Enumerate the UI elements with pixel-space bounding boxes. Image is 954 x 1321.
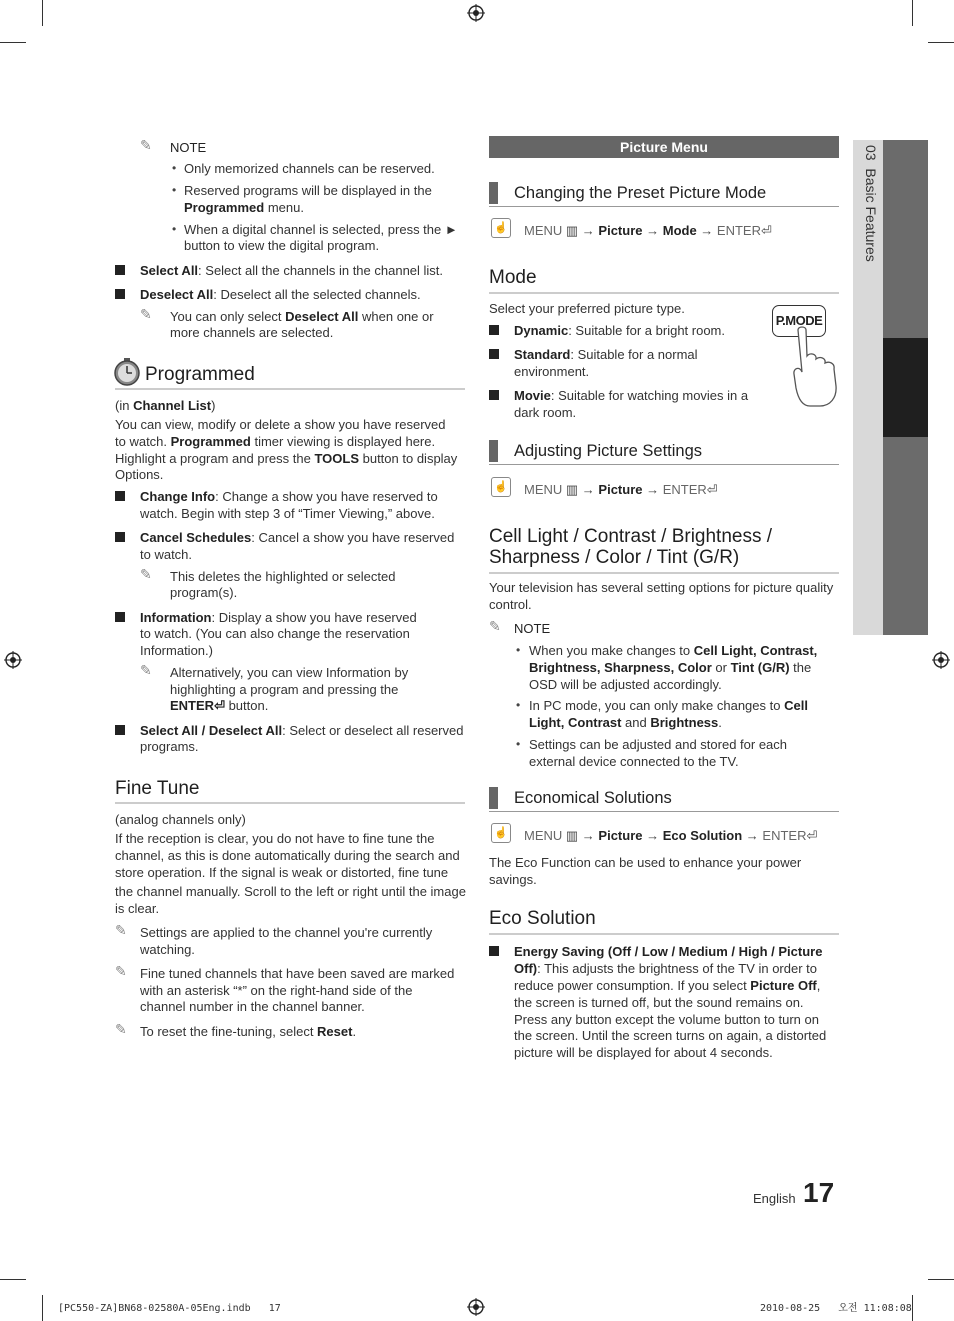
note-text: Fine tuned channels that have been saved are marked [140, 966, 455, 981]
bullet-dot: • [516, 698, 521, 712]
note-text: external device connected to the TV. [529, 754, 739, 769]
section-title-programmed: Programmed [145, 364, 255, 385]
square-bullet [115, 725, 125, 735]
programmed-location: (in Channel List) [115, 398, 216, 413]
subsection-underline [489, 464, 839, 465]
section-title-eco-solution: Eco Solution [489, 908, 596, 929]
note-label: NOTE [170, 140, 207, 155]
note-text: more channels are selected. [170, 325, 334, 340]
menu-path: MENU ▥ → Picture → ENTER⏎ [524, 482, 718, 497]
body-text: environment. [514, 364, 590, 379]
note-text: channel number in the channel banner. [140, 999, 365, 1014]
note-pencil-icon: ✎ [140, 137, 152, 153]
crop-mark [928, 42, 954, 43]
body-text: (analog channels only) [115, 812, 246, 827]
enter-icon: ⏎ [214, 698, 225, 713]
menu-icon: ▥ [562, 828, 579, 843]
body-text: picture will be displayed for about 4 seconds. [514, 1045, 773, 1060]
menu-icon: ▥ [562, 223, 579, 238]
mode-movie: Movie: Suitable for watching movies in a [514, 388, 749, 403]
crop-mark [42, 0, 43, 26]
note-text: You can only select Deselect All when one or [170, 309, 434, 324]
body-text: Off): This adjusts the brightness of the TV in order to [514, 961, 818, 976]
hand-press-icon [790, 326, 842, 408]
square-bullet [115, 612, 125, 622]
registration-mark-icon [4, 651, 22, 669]
note-text: with an asterisk “*” on the right-hand side of the [140, 983, 413, 998]
mode-dynamic: Dynamic: Suitable for a bright room. [514, 323, 726, 338]
note-text: Programmed menu. [184, 200, 304, 215]
subsection-underline [489, 206, 839, 207]
subsection-title-economical: Economical Solutions [489, 787, 672, 809]
note-text: ENTER⏎ button. [170, 698, 269, 713]
body-text: control. [489, 597, 532, 612]
pmode-button-icon: P.MODE [772, 305, 826, 337]
bullet-dot: • [172, 222, 177, 236]
note-text: This deletes the highlighted or selected [170, 569, 396, 584]
select-deselect-all-item: Select All / Deselect All: Select or deselect all reserved [140, 723, 464, 738]
cancel-schedules-item: Cancel Schedules: Cancel a show you have reserved [140, 530, 455, 545]
note-pencil-icon: ✎ [115, 1021, 127, 1037]
bullet-dot: • [516, 737, 521, 751]
remote-hand-icon: ☝ [491, 477, 511, 497]
square-bullet [489, 946, 499, 956]
enter-icon: ⏎ [806, 828, 818, 843]
select-all-item: Select All: Select all the channels in the channel list. [140, 263, 444, 278]
body-text: savings. [489, 872, 537, 887]
crop-mark [912, 0, 913, 26]
body-text: reduce power consumption. If you select Picture Off, [514, 978, 821, 993]
body-text: to watch. (You can also change the reservation [140, 626, 410, 641]
body-text: the channel manually. Scroll to the left or right until the image [115, 884, 466, 899]
body-text: is clear. [115, 901, 160, 916]
remote-hand-icon: ☝ [491, 218, 511, 238]
section-underline [489, 933, 839, 935]
remote-hand-icon: ☝ [491, 823, 511, 843]
bullet-dot: • [172, 161, 177, 175]
body-text: store operation. If the signal is weak or distorted, fine tune [115, 865, 449, 880]
note-text: Brightness, Sharpness, Color or Tint (G/R) the [529, 660, 812, 675]
square-bullet [489, 390, 499, 400]
crop-mark [0, 1279, 26, 1280]
body-text: the screen is turned off, but the sound remains on. [514, 995, 804, 1010]
footer-filename: [PC550-ZA]BN68-02580A-05Eng.indb 17 [58, 1303, 281, 1314]
information-item: Information: Display a show you have reserved [140, 610, 417, 625]
note-pencil-icon: ✎ [115, 922, 127, 938]
bullet-dot: • [172, 183, 177, 197]
body-text: Information.) [140, 643, 213, 658]
note-text: Only memorized channels can be reserved. [184, 161, 435, 176]
chapter-label: 03 Basic Features [863, 145, 879, 262]
note-pencil-icon: ✎ [115, 963, 127, 979]
page-number: 17 [803, 1177, 835, 1208]
body-text: the screen. Until the screen turns on again, a distorted [514, 1028, 827, 1043]
enter-icon: ⏎ [706, 482, 718, 497]
footer-date: 2010-08-25 오전 11:08:08 [760, 1303, 912, 1314]
body-text: Select your preferred picture type. [489, 301, 685, 316]
note-text: highlighting a program and pressing the [170, 682, 399, 697]
registration-mark-icon [467, 1298, 485, 1316]
chapter-tab-block-active [883, 338, 928, 437]
body-text: programs. [140, 739, 199, 754]
chapter-tab-block [883, 140, 928, 338]
body-text: The Eco Function can be used to enhance your power [489, 855, 802, 870]
note-pencil-icon: ✎ [140, 662, 152, 678]
body-text: If the reception is clear, you do not have to fine tune the [115, 831, 435, 846]
subsection-underline [489, 811, 839, 812]
registration-mark-icon [932, 651, 950, 669]
note-pencil-icon: ✎ [140, 306, 152, 322]
menu-path: MENU ▥ → Picture → Mode → ENTER⏎ [524, 223, 772, 238]
note-text: watching. [140, 942, 195, 957]
crop-mark [42, 1295, 43, 1321]
mode-standard: Standard: Suitable for a normal [514, 347, 698, 362]
note-text: Reserved programs will be displayed in the [184, 183, 432, 198]
body-text: Highlight a program and press the TOOLS button to display [115, 451, 458, 466]
deselect-all-item: Deselect All: Deselect all the selected channels. [140, 287, 421, 302]
note-text: Alternatively, you can view Information by [170, 665, 409, 680]
body-text: Press any button except the volume button to turn on [514, 1012, 819, 1027]
menu-icon: ▥ [562, 482, 579, 497]
subsection-title-preset: Changing the Preset Picture Mode [489, 182, 766, 204]
footer-language: English [753, 1191, 796, 1206]
crop-mark [928, 1279, 954, 1280]
note-text: When a digital channel is selected, press the ► [184, 222, 458, 237]
note-text: To reset the fine-tuning, select Reset. [140, 1024, 357, 1039]
note-text: In PC mode, you can only make changes to Cell [529, 698, 808, 713]
clock-icon [114, 358, 140, 386]
section-underline [489, 572, 839, 574]
square-bullet [489, 349, 499, 359]
section-underline [489, 292, 839, 294]
subsection-title-adjusting: Adjusting Picture Settings [489, 440, 702, 462]
square-bullet [115, 532, 125, 542]
section-underline [115, 802, 465, 804]
note-pencil-icon: ✎ [489, 618, 501, 634]
note-pencil-icon: ✎ [140, 566, 152, 582]
body-text: Your television has several setting options for picture quality [489, 580, 834, 595]
note-text: program(s). [170, 585, 238, 600]
square-bullet [489, 325, 499, 335]
crop-mark [912, 1295, 913, 1321]
body-text: to watch. Programmed timer viewing is displayed here. [115, 434, 436, 449]
body-text: You can view, modify or delete a show you have reserved [115, 417, 446, 432]
bullet-dot: • [516, 643, 521, 657]
square-bullet [115, 491, 125, 501]
body-text: to watch. [140, 547, 193, 562]
chapter-tab-block [883, 437, 928, 635]
change-info-item: Change Info: Change a show you have reserved to [140, 489, 438, 504]
picture-menu-banner: Picture Menu [489, 136, 839, 158]
note-text: Settings are applied to the channel you're currently [140, 925, 433, 940]
section-title-cell-light: Cell Light / Contrast / Brightness / [489, 526, 773, 547]
registration-mark-icon [467, 4, 485, 22]
section-title-fine-tune: Fine Tune [115, 778, 200, 799]
note-text: Settings can be adjusted and stored for each [529, 737, 788, 752]
body-text: channel, as this is done automatically during the search and [115, 848, 460, 863]
section-underline [115, 388, 465, 390]
body-text: watch. Begin with step 3 of “Timer Viewing,” above. [140, 506, 435, 521]
menu-path: MENU ▥ → Picture → Eco Solution → ENTER⏎ [524, 828, 818, 843]
energy-saving-item: Energy Saving (Off / Low / Medium / High / Picture [514, 944, 823, 959]
section-title-cell-light-2: Sharpness / Color / Tint (G/R) [489, 547, 740, 568]
note-text: Light, Contrast and Brightness. [529, 715, 722, 730]
crop-mark [0, 42, 26, 43]
note-text: button to view the digital program. [184, 238, 380, 253]
note-text: OSD will be adjusted accordingly. [529, 677, 722, 692]
section-title-mode: Mode [489, 267, 537, 288]
body-text: dark room. [514, 405, 577, 420]
body-text: Options. [115, 467, 164, 482]
note-text: When you make changes to Cell Light, Contrast, [529, 643, 818, 658]
square-bullet [115, 289, 125, 299]
square-bullet [115, 265, 125, 275]
note-label: NOTE [514, 621, 551, 636]
enter-icon: ⏎ [760, 223, 772, 238]
